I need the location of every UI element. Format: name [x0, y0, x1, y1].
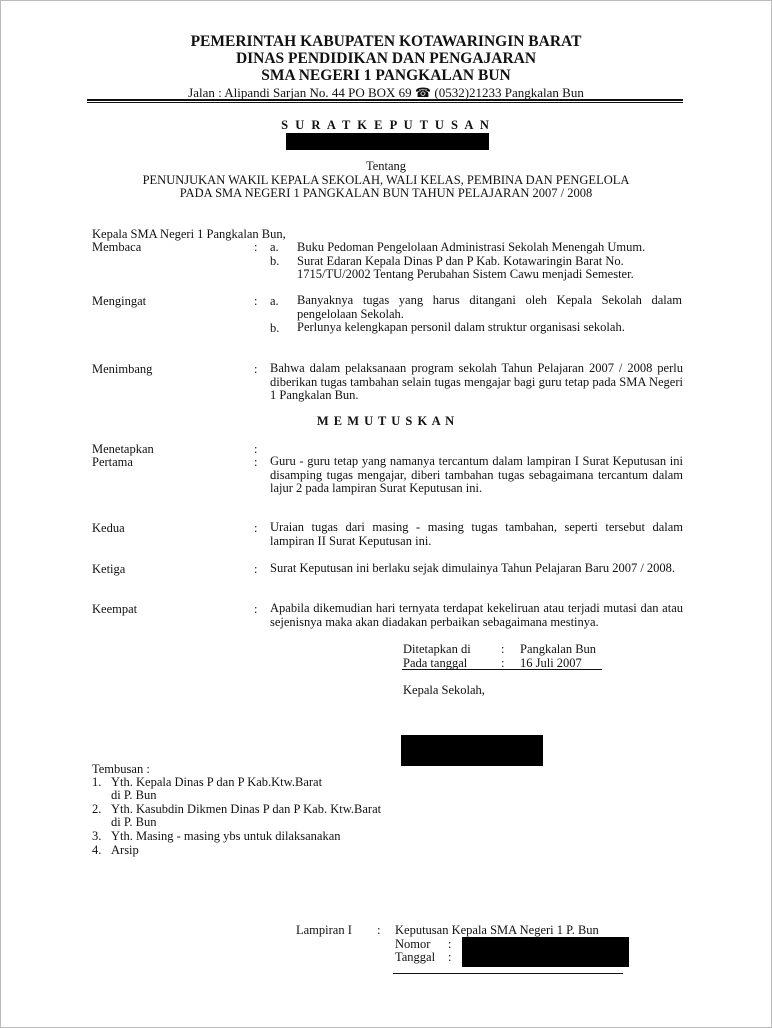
tembusan-num-1: 1. [92, 775, 102, 789]
kedua-text: Uraian tugas dari masing - masing tugas tambahan, seperti tersebut dalam lampiran II Surat Keputusan ini. [270, 520, 683, 548]
opening-line: Kepala SMA Negeri 1 Pangkalan Bun, [92, 227, 286, 241]
menimbang-label: Menimbang [92, 362, 153, 376]
subject-line1: PENUNJUKAN WAKIL KEPALA SEKOLAH, WALI KELAS, PEMBINA DAN PENGELOLA [142, 173, 630, 187]
redacted-lampiran-details [462, 937, 629, 967]
mengingat-b-text: Perlunya kelengkapan personil dalam struktur organisasi sekolah. [297, 320, 625, 334]
pertama-label: Pertama [92, 455, 133, 469]
kedua-label: Kedua [92, 521, 125, 535]
letterhead-line1: PEMERINTAH KABUPATEN KOTAWARINGIN BARAT [190, 33, 582, 50]
memutuskan-heading: M E M U T U S K A N [316, 414, 456, 428]
tembusan-num-2: 2. [92, 802, 102, 816]
address-street: Jalan : Alipandi Sarjan No. 44 PO BOX 69 [188, 85, 412, 100]
tembusan-item-1-line2: di P. Bun [111, 788, 157, 802]
membaca-a-text: Buku Pedoman Pengelolaan Administrasi Sekolah Menengah Umum. [297, 240, 646, 254]
lampiran-title: Keputusan Kepala SMA Negeri 1 P. Bun [395, 923, 599, 937]
tentang-label: Tentang [365, 159, 407, 173]
tembusan-item-2-line1: Yth. Kasubdin Dikmen Dinas P dan P Kab. Ktw.Barat [111, 802, 382, 816]
lampiran-tanggal-colon: : [448, 950, 452, 964]
keempat-text: Apabila dikemudian hari ternyata terdapat kekeliruan atau terjadi mutasi dan atau sejenisnya maka akan diadakan perbaikan sebagaimana mestinya. [270, 601, 683, 629]
ketiga-colon: : [254, 562, 258, 576]
membaca-b-marker: b. [270, 254, 280, 268]
membaca-b-text1: Surat Edaran Kepala Dinas P dan P Kab. Kotawaringin Barat No. [297, 254, 624, 268]
address-phone: (0532)21233 Pangkalan Bun [434, 85, 584, 100]
membaca-label: Membaca [92, 240, 142, 254]
tembusan-num-3: 3. [92, 829, 102, 843]
membaca-b-text2: 1715/TU/2002 Tentang Perubahan Sistem Cawu menjadi Semester. [297, 267, 634, 281]
mengingat-colon: : [254, 294, 258, 308]
lampiran-nomor-label: Nomor [395, 937, 431, 951]
membaca-colon: : [254, 240, 258, 254]
tanggal-label: Pada tanggal [403, 656, 468, 670]
signature-date-underline [402, 669, 602, 670]
keempat-colon: : [254, 602, 258, 616]
ditetapkan-colon: : [501, 642, 505, 656]
tembusan-num-4: 4. [92, 843, 102, 857]
tanggal-value: 16 Juli 2007 [520, 656, 582, 670]
mengingat-b-marker: b. [270, 321, 280, 335]
tanggal-colon: : [501, 656, 505, 670]
menetapkan-label: Menetapkan [92, 442, 154, 456]
redacted-signatory [401, 735, 543, 766]
lampiran-nomor-colon: : [448, 937, 452, 951]
ditetapkan-label: Ditetapkan di [403, 642, 471, 656]
pertama-colon: : [254, 455, 258, 469]
tembusan-item-3-line1: Yth. Masing - masing ybs untuk dilaksanakan [111, 829, 341, 843]
lampiran-label: Lampiran I [296, 923, 352, 937]
signature-role: Kepala Sekolah, [403, 683, 485, 697]
membaca-a-marker: a. [270, 240, 279, 254]
pertama-text: Guru - guru tetap yang namanya tercantum dalam lampiran I Surat Keputusan ini disamping tugas mengajar, diberi tambahan tugas sebagaimana tercantum dalam lajur 2 pada lampiran Surat Keputusan ini. [270, 454, 683, 495]
mengingat-a-text: Banyaknya tugas yang harus ditangani oleh Kepala Sekolah dalam pengelolaan Sekolah. [297, 293, 682, 321]
keempat-label: Keempat [92, 602, 138, 616]
decree-heading: S U R A T K E P U T U S A N [281, 118, 491, 132]
menimbang-colon: : [254, 362, 258, 376]
mengingat-a-marker: a. [270, 294, 279, 308]
lampiran-colon: : [377, 923, 381, 937]
tembusan-item-4-line1: Arsip [111, 843, 139, 857]
menimbang-text: Bahwa dalam pelaksanaan program sekolah Tahun Pelajaran 2007 / 2008 perlu diberikan tugas tambahan selain tugas mengajar bagi guru tetap pada SMA Negeri 1 Pangkalan Bun. [270, 361, 683, 402]
tembusan-item-1-line1: Yth. Kepala Dinas P dan P Kab.Ktw.Barat [111, 775, 323, 789]
letterhead-line2: DINAS PENDIDIKAN DAN PENGAJARAN [235, 50, 537, 67]
ketiga-text: Surat Keputusan ini berlaku sejak dimulainya Tahun Pelajaran Baru 2007 / 2008. [270, 561, 676, 575]
letterhead-rule-thin [87, 102, 683, 103]
phone-icon: ☎ [414, 85, 432, 100]
subject-line2: PADA SMA NEGERI 1 PANGKALAN BUN TAHUN PELAJARAN 2007 / 2008 [179, 186, 593, 200]
letterhead-line3: SMA NEGERI 1 PANGKALAN BUN [261, 67, 511, 84]
mengingat-label: Mengingat [92, 294, 147, 308]
lampiran-underline [393, 973, 623, 974]
letterhead-rule-thick [87, 99, 683, 101]
redacted-decree-number [286, 133, 489, 150]
tembusan-item-2-line2: di P. Bun [111, 815, 157, 829]
tembusan-heading: Tembusan : [92, 762, 150, 776]
ditetapkan-value: Pangkalan Bun [520, 642, 597, 656]
ketiga-label: Ketiga [92, 562, 126, 576]
menetapkan-colon: : [254, 442, 258, 456]
lampiran-tanggal-label: Tanggal [395, 950, 436, 964]
kedua-colon: : [254, 521, 258, 535]
